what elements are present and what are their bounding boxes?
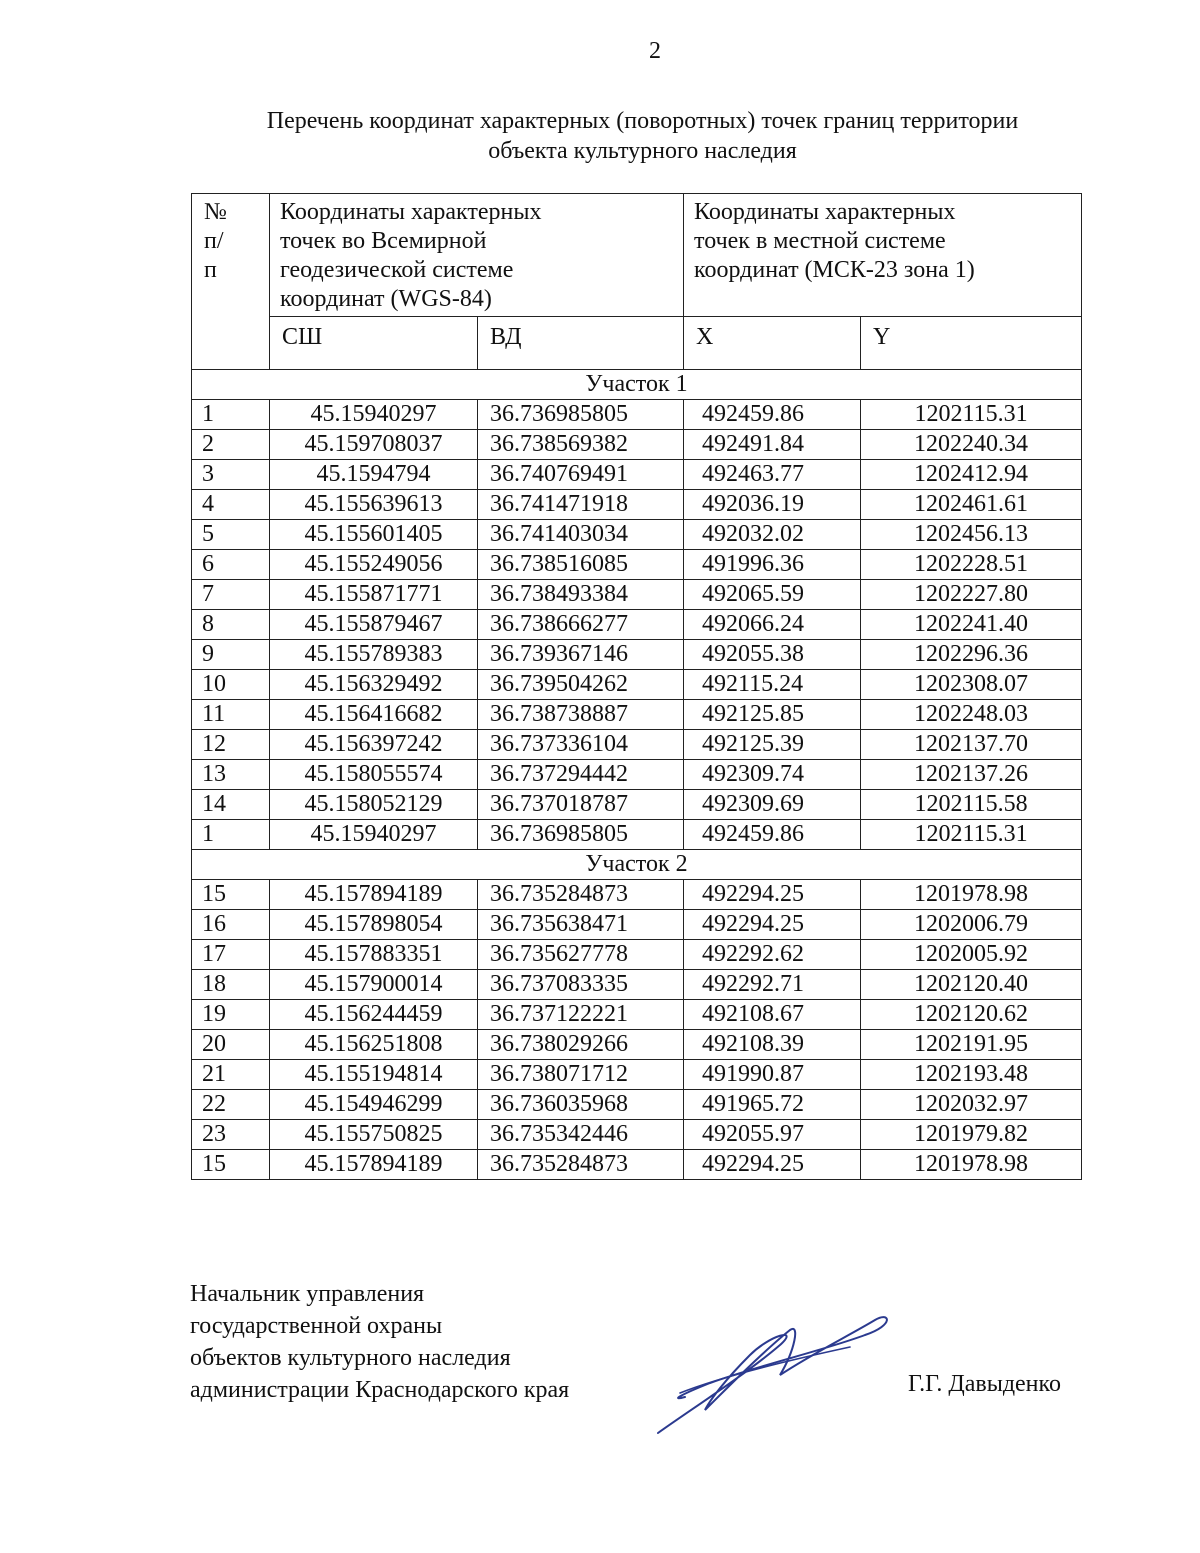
header-longitude: ВД	[478, 317, 684, 370]
cell-number: 19	[192, 1000, 270, 1030]
cell-x: 492125.85	[684, 700, 861, 730]
table-row	[192, 970, 1082, 1000]
handwritten-signature	[650, 1305, 900, 1440]
cell-number: 5	[192, 520, 270, 550]
cell-x: 491965.72	[684, 1090, 861, 1120]
cell-x: 492108.67	[684, 1000, 861, 1030]
title-line-2: объекта культурного наследия	[488, 138, 797, 164]
cell-latitude: 45.155789383	[270, 640, 478, 670]
cell-longitude: 36.735638471	[478, 910, 684, 940]
header-msk-line: точек в местной системе	[694, 228, 946, 254]
cell-longitude: 36.737294442	[478, 760, 684, 790]
cell-latitude: 45.157900014	[270, 970, 478, 1000]
header-number-line: №	[204, 199, 227, 225]
position-line: государственной охраны	[190, 1313, 443, 1339]
cell-latitude: 45.156251808	[270, 1030, 478, 1060]
cell-y: 1201979.82	[861, 1120, 1082, 1150]
cell-latitude: 45.155601405	[270, 520, 478, 550]
cell-y: 1202120.40	[861, 970, 1082, 1000]
cell-latitude: 45.1594794	[270, 460, 478, 490]
table-row	[192, 610, 1082, 640]
cell-longitude: 36.737122221	[478, 1000, 684, 1030]
cell-y: 1202227.80	[861, 580, 1082, 610]
cell-y: 1202461.61	[861, 490, 1082, 520]
cell-number: 4	[192, 490, 270, 520]
cell-longitude: 36.736035968	[478, 1090, 684, 1120]
header-number-line: п/	[204, 228, 224, 254]
cell-latitude: 45.158055574	[270, 760, 478, 790]
table-row	[192, 910, 1082, 940]
table-row	[192, 640, 1082, 670]
position-line: администрации Краснодарского края	[190, 1377, 570, 1403]
cell-latitude: 45.155871771	[270, 580, 478, 610]
cell-latitude: 45.156416682	[270, 700, 478, 730]
cell-longitude: 36.738666277	[478, 610, 684, 640]
table-row	[192, 520, 1082, 550]
cell-y: 1202412.94	[861, 460, 1082, 490]
table-row	[192, 430, 1082, 460]
table-header-row	[192, 194, 1082, 317]
cell-number: 15	[192, 1150, 270, 1180]
cell-number: 17	[192, 940, 270, 970]
cell-latitude: 45.159708037	[270, 430, 478, 460]
table-row	[192, 550, 1082, 580]
cell-y: 1202005.92	[861, 940, 1082, 970]
signature-stroke	[680, 1347, 850, 1393]
cell-number: 14	[192, 790, 270, 820]
cell-latitude: 45.157898054	[270, 910, 478, 940]
cell-latitude: 45.156397242	[270, 730, 478, 760]
cell-number: 22	[192, 1090, 270, 1120]
cell-x: 492066.24	[684, 610, 861, 640]
cell-longitude: 36.737018787	[478, 790, 684, 820]
cell-number: 1	[192, 820, 270, 850]
table-row	[192, 730, 1082, 760]
cell-y: 1202193.48	[861, 1060, 1082, 1090]
cell-longitude: 36.737083335	[478, 970, 684, 1000]
signatory-position	[190, 1278, 569, 1406]
cell-y: 1202120.62	[861, 1000, 1082, 1030]
cell-longitude: 36.738071712	[478, 1060, 684, 1090]
header-wgs-line: точек во Всемирной	[280, 228, 487, 254]
table-row	[192, 400, 1082, 430]
header-msk23	[684, 194, 1082, 317]
header-latitude: СШ	[270, 317, 478, 370]
cell-y: 1202296.36	[861, 640, 1082, 670]
cell-x: 492309.74	[684, 760, 861, 790]
cell-latitude: 45.157894189	[270, 1150, 478, 1180]
cell-number: 1	[192, 400, 270, 430]
header-number-line: п	[204, 257, 217, 283]
title-line-1: Перечень координат характерных (поворотных) точек границ территории	[266, 108, 1019, 134]
cell-number: 6	[192, 550, 270, 580]
cell-latitude: 45.155249056	[270, 550, 478, 580]
section-row	[192, 850, 1082, 880]
cell-x: 492055.97	[684, 1120, 861, 1150]
cell-number: 3	[192, 460, 270, 490]
cell-x: 492459.86	[684, 400, 861, 430]
cell-longitude: 36.735627778	[478, 940, 684, 970]
table-row	[192, 760, 1082, 790]
cell-x: 492115.24	[684, 670, 861, 700]
cell-latitude: 45.15940297	[270, 400, 478, 430]
header-wgs84	[270, 194, 684, 317]
cell-longitude: 36.737336104	[478, 730, 684, 760]
cell-x: 491990.87	[684, 1060, 861, 1090]
table-row	[192, 700, 1082, 730]
cell-y: 1202115.31	[861, 400, 1082, 430]
section-row	[192, 370, 1082, 400]
cell-longitude: 36.741403034	[478, 520, 684, 550]
table-subheader-row	[192, 317, 1082, 370]
cell-y: 1202032.97	[861, 1090, 1082, 1120]
cell-latitude: 45.155639613	[270, 490, 478, 520]
cell-number: 2	[192, 430, 270, 460]
cell-number: 10	[192, 670, 270, 700]
cell-y: 1202191.95	[861, 1030, 1082, 1060]
table-row	[192, 1120, 1082, 1150]
cell-x: 492125.39	[684, 730, 861, 760]
header-x: X	[684, 317, 861, 370]
cell-latitude: 45.154946299	[270, 1090, 478, 1120]
table-row	[192, 1030, 1082, 1060]
cell-longitude: 36.735342446	[478, 1120, 684, 1150]
cell-y: 1202456.13	[861, 520, 1082, 550]
cell-y: 1202228.51	[861, 550, 1082, 580]
cell-x: 492032.02	[684, 520, 861, 550]
cell-longitude: 36.739504262	[478, 670, 684, 700]
cell-y: 1202137.26	[861, 760, 1082, 790]
table-row	[192, 1090, 1082, 1120]
cell-x: 492463.77	[684, 460, 861, 490]
table-row	[192, 1000, 1082, 1030]
cell-longitude: 36.735284873	[478, 1150, 684, 1180]
table-row	[192, 580, 1082, 610]
cell-y: 1202241.40	[861, 610, 1082, 640]
cell-number: 15	[192, 880, 270, 910]
cell-number: 8	[192, 610, 270, 640]
cell-longitude: 36.738569382	[478, 430, 684, 460]
cell-longitude: 36.739367146	[478, 640, 684, 670]
cell-number: 21	[192, 1060, 270, 1090]
page-number: 2	[649, 38, 661, 64]
cell-x: 492292.62	[684, 940, 861, 970]
table-row	[192, 1150, 1082, 1180]
cell-y: 1202006.79	[861, 910, 1082, 940]
coordinates-table	[191, 193, 1082, 1180]
cell-y: 1202248.03	[861, 700, 1082, 730]
cell-x: 491996.36	[684, 550, 861, 580]
cell-y: 1202240.34	[861, 430, 1082, 460]
cell-number: 18	[192, 970, 270, 1000]
table-row	[192, 460, 1082, 490]
cell-x: 492055.38	[684, 640, 861, 670]
cell-y: 1202308.07	[861, 670, 1082, 700]
cell-y: 1202115.31	[861, 820, 1082, 850]
cell-latitude: 45.15940297	[270, 820, 478, 850]
header-msk-line: координат (МСК-23 зона 1)	[694, 257, 975, 283]
cell-latitude: 45.157883351	[270, 940, 478, 970]
cell-longitude: 36.735284873	[478, 880, 684, 910]
cell-latitude: 45.156244459	[270, 1000, 478, 1030]
table-row	[192, 940, 1082, 970]
table-row	[192, 490, 1082, 520]
header-number	[192, 194, 270, 370]
cell-x: 492294.25	[684, 910, 861, 940]
table-row	[192, 670, 1082, 700]
cell-y: 1202115.58	[861, 790, 1082, 820]
table-row	[192, 820, 1082, 850]
cell-longitude: 36.738738887	[478, 700, 684, 730]
cell-x: 492108.39	[684, 1030, 861, 1060]
cell-number: 12	[192, 730, 270, 760]
cell-y: 1201978.98	[861, 1150, 1082, 1180]
header-wgs-line: геодезической системе	[280, 257, 514, 283]
cell-x: 492065.59	[684, 580, 861, 610]
cell-y: 1202137.70	[861, 730, 1082, 760]
cell-latitude: 45.156329492	[270, 670, 478, 700]
cell-longitude: 36.740769491	[478, 460, 684, 490]
cell-x: 492294.25	[684, 1150, 861, 1180]
cell-number: 16	[192, 910, 270, 940]
cell-x: 492036.19	[684, 490, 861, 520]
position-line: Начальник управления	[190, 1281, 425, 1307]
cell-number: 9	[192, 640, 270, 670]
cell-latitude: 45.158052129	[270, 790, 478, 820]
cell-x: 492309.69	[684, 790, 861, 820]
header-y: Y	[861, 317, 1082, 370]
cell-x: 492292.71	[684, 970, 861, 1000]
cell-longitude: 36.736985805	[478, 820, 684, 850]
cell-y: 1201978.98	[861, 880, 1082, 910]
cell-latitude: 45.155750825	[270, 1120, 478, 1150]
signature-stroke	[658, 1317, 887, 1433]
table-row	[192, 790, 1082, 820]
cell-x: 492491.84	[684, 430, 861, 460]
section-label: Участок 1	[192, 370, 1082, 400]
cell-longitude: 36.741471918	[478, 490, 684, 520]
cell-longitude: 36.736985805	[478, 400, 684, 430]
header-msk-line: Координаты характерных	[694, 199, 956, 225]
cell-number: 23	[192, 1120, 270, 1150]
cell-latitude: 45.157894189	[270, 880, 478, 910]
cell-latitude: 45.155879467	[270, 610, 478, 640]
table-row	[192, 880, 1082, 910]
document-title	[190, 106, 1095, 166]
position-line: объектов культурного наследия	[190, 1345, 511, 1371]
cell-number: 13	[192, 760, 270, 790]
cell-longitude: 36.738029266	[478, 1030, 684, 1060]
header-wgs-line: координат (WGS-84)	[280, 286, 492, 312]
cell-number: 20	[192, 1030, 270, 1060]
cell-longitude: 36.738516085	[478, 550, 684, 580]
cell-x: 492459.86	[684, 820, 861, 850]
cell-number: 7	[192, 580, 270, 610]
signer-name: Г.Г. Давыденко	[908, 1371, 1061, 1397]
cell-number: 11	[192, 700, 270, 730]
cell-longitude: 36.738493384	[478, 580, 684, 610]
table-row	[192, 1060, 1082, 1090]
cell-x: 492294.25	[684, 880, 861, 910]
section-label: Участок 2	[192, 850, 1082, 880]
cell-latitude: 45.155194814	[270, 1060, 478, 1090]
header-wgs-line: Координаты характерных	[280, 199, 542, 225]
